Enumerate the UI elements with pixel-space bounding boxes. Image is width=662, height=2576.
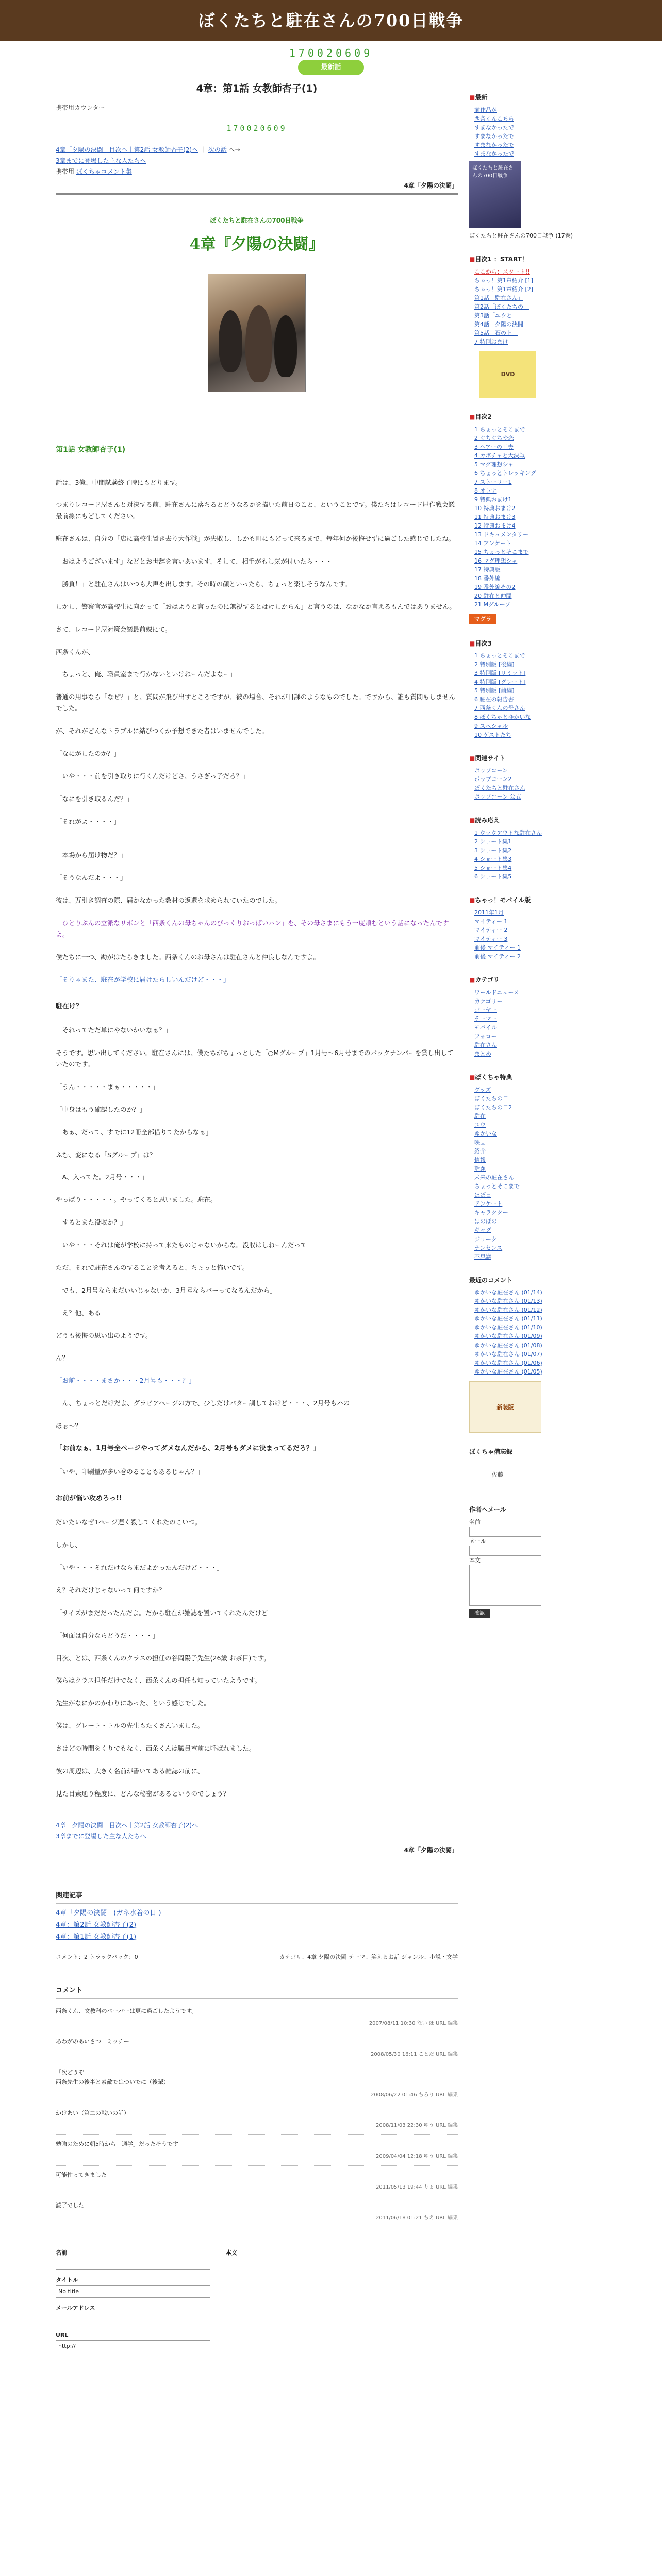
sb-links-item[interactable]: 5 ショート集4 [474, 865, 512, 872]
sb-cat3-item[interactable]: 8 ぼくちゃとゆかいな [474, 714, 531, 721]
related-title: 関連記事 [56, 1890, 458, 1904]
sb-recent-item[interactable]: すまなかったで [474, 141, 514, 148]
para: しかし、 [56, 1541, 82, 1549]
comments-section [56, 1985, 458, 2227]
para: 「勝負！」と駐在さんはいつも大声を出します。その時の顔といったら、ちょっと楽しそうなんです。 [56, 580, 352, 588]
para: 「うん・・・・・まぁ・・・・・」 [56, 1082, 159, 1091]
comment-text: かけあい（第二の戦いの話） [56, 2110, 129, 2117]
para: 「なにを引き取るんだ？」 [56, 794, 134, 803]
sb-cat4-item[interactable]: ユウ [474, 1121, 486, 1128]
sb-cat2-item[interactable]: 19 番外編その2 [474, 584, 516, 591]
sb-comment-item[interactable]: ゆかいな駐在さん (01/07) [474, 1350, 542, 1358]
comment-text: 「次どうぞ」 西条先生の後半と素敵ではついでに（後輩） [56, 2069, 169, 2086]
sb-recent-item[interactable]: 前作品が [474, 106, 497, 113]
sb-cat4-item[interactable]: ギャグ [474, 1227, 491, 1234]
para: 彼は、万引き調査の際、届かなかった教材の返還を求められていたのでした。 [56, 896, 282, 905]
comment-text: 読了でした [56, 2202, 84, 2209]
url-label: URL [56, 2331, 69, 2338]
sb-start-item[interactable]: 第3話「ユウと」 [474, 312, 518, 319]
para: 「え？他、ある」 [56, 1309, 108, 1317]
nav-prev [56, 145, 458, 156]
sb-archive-item[interactable]: 前後 マイティー 1 [474, 944, 521, 952]
nav-ring [56, 166, 458, 177]
comment-meta[interactable]: 2008/06/22 01:46 ちろり URL 編集 [370, 2092, 458, 2098]
para: ふむ、変になる「Sグループ」は？ [56, 1150, 156, 1159]
para: ん？ [56, 1354, 69, 1362]
sb-cat4-item[interactable]: アンケート [474, 1200, 503, 1208]
related-item[interactable]: 4章：第1話 女教師杏子(1) [56, 1933, 137, 1941]
para: 先生がなにかのかわりにあった、という感じでした。 [56, 1699, 210, 1707]
para: 僕らはクラス担任だけでなく、西条くんの担任も知っていたようです。 [56, 1676, 261, 1685]
para: 「それってただ単にやないかいなぁ？」 [56, 1026, 172, 1035]
section-title: 第1話 女教師杏子(1) [56, 446, 126, 454]
mail-input[interactable] [56, 2313, 210, 2325]
para-highlight: 「ひとりぶんの立派なリボンと「西条くんの母ちゃんのびっくりおっぱいパン」を、その母さまにもう一度頼むという話になったんですよ。 [56, 919, 449, 938]
para: 「A、入ってた。2月号・・・」 [56, 1173, 148, 1181]
comment-text: あわがのあいさつ ミッチー [56, 2038, 129, 2045]
sb-cat4-item[interactable]: ほぼ日 [474, 1192, 491, 1199]
sb-related-head: ■関連サイト [469, 754, 506, 762]
main-column [56, 77, 458, 2576]
para: どうも後悔の思い出のようです。 [56, 1331, 152, 1340]
para: 「なにがしたのか？」 [56, 749, 121, 757]
sb-start-head: ■目次1 ：START！ [469, 255, 528, 263]
para: 「中身はもう確認したのか？」 [56, 1105, 146, 1113]
comment [56, 2135, 458, 2166]
sb-cat4-item[interactable]: 不思議 [474, 1253, 491, 1260]
bullet-icon: ■ [469, 255, 475, 263]
sb-cat4-head: ■ぼくちゃ特典 [469, 1074, 512, 1081]
comment-meta[interactable]: 2008/11/03 22:30 ゆう URL 編集 [375, 2123, 458, 2129]
para: 「するとまた没収か？」 [56, 1218, 127, 1227]
bullet-icon: ■ [469, 413, 475, 420]
sb-cat-head: ■カテゴリ [469, 976, 500, 984]
dialogue: 「本場から届け物だ？」 [56, 851, 127, 859]
para: 「でも、2月号ならまだいいじゃないか、3月号ならパーってなるんだから」 [56, 1286, 276, 1294]
post-nav [56, 145, 458, 177]
sb-archive-item[interactable]: 前後 マイティー 2 [474, 953, 521, 960]
para-highlight: 「お前・・・・まさか・・・2月号も・・・？」 [56, 1377, 195, 1385]
sb-comment-item[interactable]: ゆかいな駐在さん (01/13) [474, 1298, 542, 1305]
comment-meta[interactable]: 2011/05/13 19:44 りょ URL 編集 [375, 2184, 458, 2190]
sb-recent-comments-list [469, 1288, 606, 1376]
sb-cat-list [469, 988, 606, 1058]
sb-form-body-label: 本文 [469, 1557, 481, 1564]
sb-cat2-item[interactable]: 14 アンケート [474, 540, 511, 547]
para-bold: 「お前なぁ、1月号全ページやってダメなんだから、2月号もダメに決まってるだろ？」 [56, 1444, 320, 1452]
sb-archive-item[interactable]: 2011年1月 [474, 909, 504, 916]
sb-cat4-item[interactable]: 話題 [474, 1165, 486, 1173]
sb-cat4-item[interactable]: 映画 [474, 1139, 486, 1146]
comment-text: 西条くん、文教科のペーパーは更に過ごしたようです。 [56, 2007, 197, 2014]
para: 「ん、ちょっとだけだよ、グラビアページの方で、少しだけパター調しておけど・・・、2月号もハの」 [56, 1399, 356, 1408]
para: さはどの時間をくりでもなく、西条くんは職員室前に呼ばれました。 [56, 1744, 256, 1752]
top-counter: 170020609 [289, 47, 373, 59]
para: だいたいなぜ1ページ遅く殺してくれたのこいつ。 [56, 1518, 202, 1527]
sb-cat2-item[interactable]: 8 オトナ [474, 487, 497, 494]
nav-index-link-bottom[interactable]: 3章までに登場した主な人たちへ [56, 1832, 146, 1840]
sb-form-mail-label: メール [469, 1537, 486, 1545]
para: 「何面は自分ならどうだ・・・・」 [56, 1631, 159, 1639]
bullet-icon: ■ [469, 896, 475, 904]
comment [56, 2032, 458, 2063]
sb-form-body-textarea[interactable] [469, 1565, 541, 1606]
sb-recent-item[interactable]: すまなかったで [474, 124, 514, 131]
sb-links-item[interactable]: 1 ウッウアウトな駐在さん [474, 829, 542, 836]
sb-archive-head: ■ちゃっ！モバイル版 [469, 896, 531, 904]
sb-cat4-item[interactable]: 駐在 [474, 1112, 486, 1120]
para: ほぉ～？ [56, 1422, 82, 1430]
sb-related-item[interactable]: ポップコーン 公式 [474, 793, 521, 801]
related-item[interactable]: 4章：第2話 女教師杏子(2) [56, 1921, 137, 1929]
body-textarea[interactable] [226, 2258, 380, 2345]
post-meta [56, 1950, 458, 1964]
sb-recent-head: ■最新 [469, 94, 488, 101]
sb-start-item[interactable]: ちゃっ！第1章紹介 [1] [474, 277, 534, 284]
sb-comment-item[interactable]: ゆかいな駐在さん (01/05) [474, 1368, 542, 1375]
para: しかし、警察官が高校生に向かって「おはようと言ったのに無視するとはけしからん」と言うのは、なかなか言えるもんではありません。 [56, 602, 456, 611]
sb-start-item[interactable]: ここから：スタート!! [474, 268, 530, 275]
heading-mail: お前が悩い攻めろっ!! [56, 1494, 122, 1502]
sb-cat2-item[interactable]: 12 特典おまけ4 [474, 522, 516, 530]
mail-label: メールアドレス [56, 2304, 95, 2311]
sb-links-list [469, 828, 606, 881]
comment [56, 2063, 458, 2104]
sb-archive-item[interactable]: マイティー 2 [474, 926, 508, 934]
sb-cat2-item[interactable]: 18 番外編 [474, 575, 501, 582]
para: 「おはようございます」などとお世辞を言いあいます、そして、相手がもし気が付いたら・・・ [56, 557, 333, 565]
para: 見た目素通り程度に、どんな秘密があるというのでしょう？ [56, 1789, 230, 1798]
book-title: 4章『夕陽の決闘』 [189, 235, 324, 253]
sb-cat3-item[interactable]: 7 西条くんの母さん [474, 705, 525, 712]
para [56, 533, 458, 545]
para: 「あぁ、だって、すでに12冊全部借りてたからなぁ」 [56, 1128, 212, 1136]
sb-cat4-item[interactable]: ぼくたちの日 [474, 1095, 508, 1102]
para: 彼の周辺は、大きく名前が書いてある雑誌の前に、 [56, 1767, 204, 1775]
para-highlight: 「そりゃまた、駐在が学校に届けたらしいんだけど・・・」 [56, 975, 230, 984]
para: つまりレコード屋さんと対決する前、駐在さんに落ちるとどうなるかを描いた前日のこと、ということです。僕たちはレコード屋作戦会議最前線にもどしてください。 [56, 501, 455, 520]
comment-text: 可能性ってきました [56, 2171, 107, 2178]
sb-cat4-item[interactable]: 紹介 [474, 1148, 486, 1155]
sb-cat2-item[interactable]: 10 特典おまけ2 [474, 504, 516, 512]
para: 僕たちに一つ、勘がはたらきました。西条くんのお母さんは駐在さんと仲良しなんですよ。 [56, 953, 320, 961]
sb-cat2-item[interactable]: 6 ちょっとトレッキング [474, 469, 537, 477]
sb-cat2-item[interactable]: 1 ちょっとそこまで [474, 426, 525, 433]
meta-counts[interactable]: コメント：2 トラックバック：0 [56, 1953, 138, 1960]
sb-start-item[interactable]: ちゃっ！第1章紹介 [2] [474, 285, 534, 293]
sb-start-item[interactable]: 第2話「ぼくたちの」 [474, 303, 529, 310]
sb-cat2-item[interactable]: 7 ストーリー1 [474, 478, 512, 485]
article-body [56, 477, 458, 1800]
sb-form-name-input[interactable] [469, 1527, 541, 1537]
bullet-icon: ■ [469, 976, 475, 984]
para: 「ちょっと、俺、職員室まで行かないといけねーんだよなー」 [56, 670, 237, 679]
heading-chuzai: 駐在け？ [56, 1002, 83, 1010]
sb-cat2-item[interactable]: 21 Mグループ [474, 601, 511, 608]
sb-cat4-item[interactable]: ぼくたちの日2 [474, 1104, 512, 1111]
sb-cat4-item[interactable]: ジョーク [474, 1235, 497, 1243]
post-title: 4章：第1話 女教師杏子(1) [196, 83, 318, 94]
dialogue: 「そうなんだよ・・・」 [56, 874, 127, 882]
sb-cat-item[interactable]: モバイル [474, 1024, 497, 1031]
sb-cat4-item[interactable]: グッズ [474, 1086, 491, 1093]
sb-links-item[interactable]: 6 ショート集5 [474, 873, 512, 880]
sb-cat3-item[interactable]: 3 特別版 [リミット] [474, 670, 526, 677]
sb-related-item[interactable]: ポップコーン2 [474, 776, 512, 783]
chapter-bar-bottom[interactable]: 4章「夕陽の決闘」 [56, 1845, 458, 1859]
sb-cat3-head: ■目次3 [469, 639, 492, 647]
sb-cat3-item[interactable]: 9 スペシャル [474, 722, 508, 730]
para: 「いや・・・前を引き取りに行くんだけどさ、うさぎっ子だろ？」 [56, 772, 249, 780]
sb-cat4-item[interactable]: ナンセンス [474, 1244, 503, 1251]
dvd-banner[interactable]: DVD [479, 351, 536, 398]
sb-cat3-item[interactable]: 6 駐在の報告書 [474, 696, 514, 703]
sb-cat-item[interactable]: ゴーヤー [474, 1006, 497, 1013]
nav-ring-prefix: 携帯用 [56, 167, 75, 175]
name-label: 名前 [56, 2249, 67, 2257]
sb-start-item[interactable]: 7 特別おまけ [474, 338, 508, 345]
nav-ring-link[interactable]: ぼくちゃコメント集 [76, 167, 132, 175]
promo-banner[interactable]: 新装版 [469, 1381, 541, 1433]
bullet-icon: ■ [469, 754, 475, 762]
comment-form-right [226, 2243, 380, 2352]
sb-cat4-item[interactable]: 情報 [474, 1157, 486, 1164]
sb-recent-comments-head: 最近のコメント [469, 1276, 513, 1284]
sb-cat2-item[interactable]: 13 ドキュメンタリー [474, 531, 529, 538]
sb-cat2-item[interactable]: 20 駐在と仲間 [474, 592, 512, 600]
para: 普通の用事なら「なぜ？」と、質問が飛び出すところですが、彼の場合、それが日課のようなものでした。ですから、誰も質問もしませんでした。 [56, 693, 455, 713]
body-label: 本文 [226, 2249, 237, 2257]
para-text: 駐在さんは、自分の「店に高校生置き去り大作戦」が失敗し、しかも町にもどって来るまで、毎年何か後悔せずに過ごした感じでしたね。 [56, 535, 455, 543]
para: 目次、とは、西条くんのクラスの担任の谷岡陽子先生(26歳 お茶目)です。 [56, 1654, 270, 1662]
sb-links-item[interactable]: 4 ショート集3 [474, 856, 512, 863]
sb-comment-item[interactable]: ゆかいな駐在さん (01/10) [474, 1324, 542, 1331]
comment-meta[interactable]: 2007/08/11 10:30 ない ほ URL 編集 [369, 2020, 458, 2026]
sb-cat2-item[interactable]: 2 ぐちぐちや恋 [474, 434, 514, 442]
para: 「いや、印刷量が多い巻のることもあるじゃん？」 [56, 1467, 204, 1476]
book-subtitle: ぼくたちと駐在さんの700日戦争 [210, 216, 304, 224]
sb-cat2-head: ■目次2 [469, 413, 492, 420]
sb-cat2-list [469, 425, 606, 609]
meta-category[interactable]: カテゴリ：4章 夕陽の決闘 テーマ：笑えるお話 ジャンル：小説・文学 [279, 1953, 458, 1960]
comment-meta[interactable]: 2011/06/18 01:21 ちえ URL 編集 [375, 2215, 458, 2221]
sb-cat3-list [469, 651, 606, 739]
sb-links-head: ■読み応え [469, 817, 500, 824]
para: さて、レコード屋対策会議最前線にて。 [56, 625, 172, 633]
sb-comment-item[interactable]: ゆかいな駐在さん (01/14) [474, 1289, 542, 1296]
sb-cat-item[interactable]: フォロー [474, 1032, 497, 1040]
sb-cat4-item[interactable]: キャラクター [474, 1209, 508, 1216]
para: 「いや・・・それだけならまだよかったんだけど・・・」 [56, 1564, 224, 1571]
mobile-counter: 170020609 [226, 124, 287, 133]
sb-cat2-item[interactable]: 4 カボチャと大決戦 [474, 452, 525, 459]
sb-start-item[interactable]: 第4話「夕陽の決闘」 [474, 320, 529, 328]
nav-next-link[interactable]: 次の話 [208, 146, 227, 154]
sb-profile-head: ぼくちゃ備忘録 [469, 1448, 513, 1455]
sb-recent-item[interactable]: 西条くんこちら [474, 115, 514, 122]
sb-cat2-item[interactable]: 11 特典おまけ3 [474, 514, 516, 520]
avatar: 佐藤 [492, 1471, 503, 1479]
name-input[interactable] [56, 2258, 210, 2270]
chapter-illustration [208, 274, 306, 392]
sb-comment-item[interactable]: ゆかいな駐在さん (01/06) [474, 1359, 542, 1366]
orange-button[interactable]: マグラ [469, 614, 496, 624]
chapter-bar[interactable]: 4章「夕陽の決闘」 [56, 180, 458, 195]
sb-cat3-item[interactable]: 2 特別版 [後編] [474, 661, 515, 668]
url-input[interactable]: http:// [56, 2340, 210, 2352]
sb-cat2-item[interactable]: 3 ヘアーの工夫 [474, 443, 514, 450]
nav-prev-link[interactable]: 4章「夕陽の決闘」目次へ｜第2話 女教師杏子(2)へ [56, 146, 198, 154]
para: 「それがよ・・・・」 [56, 817, 121, 825]
title-input[interactable]: No title [56, 2285, 210, 2298]
related-posts [56, 1890, 458, 1943]
para: やっぱり・・・・・。やってくると思いました。駐在。 [56, 1196, 217, 1204]
sb-archive-item[interactable]: マイティー 3 [474, 936, 508, 943]
post-nav-bottom [56, 1820, 458, 1842]
sb-form-mail-input[interactable] [469, 1546, 541, 1556]
site-banner [0, 0, 662, 41]
sb-cat-item[interactable]: 駐在さん [474, 1042, 497, 1049]
comment-form [56, 2243, 458, 2352]
comment [56, 2166, 458, 2197]
sb-related-item[interactable]: ぼくたちと駐在さん [474, 785, 525, 792]
sb-cat4-list [469, 1086, 606, 1261]
bullet-icon: ■ [469, 639, 475, 647]
para: 「いや・・・それは俺が学校に持って来たものじゃないからな。没収はしねーんだって」 [56, 1241, 314, 1249]
nav-prev-tail: へ→ [228, 146, 240, 154]
title-label: タイトル [56, 2277, 78, 2284]
sb-comment-item[interactable]: ゆかいな駐在さん (01/11) [474, 1315, 542, 1323]
comment-meta[interactable]: 2009/04/04 12:18 ゆう URL 編集 [375, 2154, 458, 2160]
para: 話は、3億、中間試験終了時にもどります。 [56, 478, 182, 486]
para: が、それがどんなトラブルに結びつくか予想できた者はいませんでした。 [56, 727, 269, 735]
sb-form-submit[interactable]: 確認 [469, 1609, 490, 1618]
sb-cat-item[interactable]: テーマー [474, 1015, 497, 1022]
comment-form-left [56, 2243, 210, 2352]
comment [56, 2196, 458, 2227]
sb-form-head: 作者へメール [469, 1506, 506, 1514]
sb-cat4-item[interactable]: ゆかいな [474, 1130, 497, 1137]
para: 「サイズがまだだったんだよ。だから駐在が雑誌を置いてくれたんだけど」 [56, 1608, 275, 1617]
sb-archive-list [469, 908, 606, 961]
para: 西条くんが、 [56, 648, 95, 656]
sb-cat-item[interactable]: まとめ [474, 1050, 491, 1058]
sb-recent-item[interactable]: すまなかったで [474, 132, 514, 140]
sb-cat4-item[interactable]: ほのぼの [474, 1218, 497, 1225]
sb-related-list [469, 766, 606, 801]
sb-cat2-item[interactable]: 16 マグ理想シャ [474, 557, 518, 565]
nav-index-link[interactable]: 3章までに登場した主な人たちへ [56, 157, 146, 164]
comment-meta[interactable]: 2008/05/30 16:11 ことだ URL 編集 [370, 2051, 458, 2057]
para: え？それだけじゃないって何ですか？ [56, 1586, 166, 1594]
bullet-icon: ■ [469, 1074, 475, 1081]
sb-cat3-item[interactable]: 1 ちょっとそこまで [474, 652, 525, 659]
comment [56, 2104, 458, 2135]
comment-text: 勉強のために朝5時から「通学」だったそうです [56, 2140, 178, 2147]
sb-cat3-item[interactable]: 10 ゲストたち [474, 731, 512, 738]
sb-cat2-item[interactable]: 5 マグ理想シャ [474, 461, 514, 468]
sb-archive-item[interactable]: マイティー 1 [474, 918, 508, 925]
site-title[interactable]: ぼくたちと駐在さんの700日戦争 [198, 11, 464, 30]
sb-start-item[interactable]: 第5話「石の上」 [474, 329, 518, 336]
bullet-icon: ■ [469, 94, 475, 101]
nav-prev-sep: ｜ [200, 146, 208, 154]
para: 僕は、グレート・トルの先生もたくさんいました。 [56, 1722, 204, 1730]
para: そうです。思い出してください。駐在さんには、僕たちがちょっとした「○Mグループ」1月号～6月号までのバックナンバーを貸し出していたのです。 [56, 1049, 454, 1068]
sb-cat4-item[interactable]: 未来の駐在さん [474, 1174, 514, 1181]
post-kicker: 携帯用カウンター [56, 104, 105, 112]
sb-recent-item[interactable]: すまなかったで [474, 150, 514, 157]
sidebar [469, 93, 606, 2576]
sb-comment-item[interactable]: ゆかいな駐在さん (01/08) [474, 1342, 542, 1349]
sb-cat3-item[interactable]: 5 特別版 [前編] [474, 687, 515, 694]
sb-links-item[interactable]: 3 ショート集2 [474, 847, 512, 854]
comments-title: コメント [56, 1985, 458, 1999]
sb-start-item[interactable]: 第1話「駐在さん」 [474, 294, 523, 301]
nav-index [56, 156, 458, 166]
para: ただ、それで駐在さんのすることを考えると、ちょっと怖いです。 [56, 1263, 249, 1272]
sb-cat3-item[interactable]: 4 特別版 [グレート] [474, 679, 526, 686]
sb-form-name-label: 名前 [469, 1518, 481, 1526]
comment [56, 2002, 458, 2033]
sb-related-item[interactable]: ポップコーン [474, 767, 508, 774]
sb-cat2-item[interactable]: 15 ちょっとそこまで [474, 549, 529, 556]
sb-cat2-item[interactable]: 17 特典版 [474, 566, 501, 573]
sb-cat2-item[interactable]: 9 特典おまけ1 [474, 496, 512, 503]
latest-button[interactable]: 最新話 [298, 60, 364, 75]
book-cover-image[interactable]: ぼくたちと駐在さんの700日戦争 [469, 161, 521, 228]
sb-cat-item[interactable]: カテゴリー [474, 997, 503, 1005]
sb-recent-list [469, 106, 606, 158]
nav-bottom-link[interactable]: 4章「夕陽の決闘」目次へ｜第2話 女教師杏子(2)へ [56, 1821, 198, 1829]
related-item[interactable]: 4章「夕陽の決闘」(ガネ水着の日 ) [56, 1909, 161, 1918]
bullet-icon: ■ [469, 817, 475, 824]
sb-start-list [469, 267, 606, 346]
cover-note: ぼくたちと駐在さんの700日戦争 (17巻) [469, 232, 573, 239]
sb-cat4-item[interactable]: ちょっとそこまで [474, 1183, 520, 1190]
sb-links-item[interactable]: 2 ショート集1 [474, 838, 512, 845]
sb-comment-item[interactable]: ゆかいな駐在さん (01/09) [474, 1333, 542, 1340]
sb-comment-item[interactable]: ゆかいな駐在さん (01/12) [474, 1307, 542, 1314]
sb-cat-item[interactable]: ワールドニュース [474, 989, 519, 996]
